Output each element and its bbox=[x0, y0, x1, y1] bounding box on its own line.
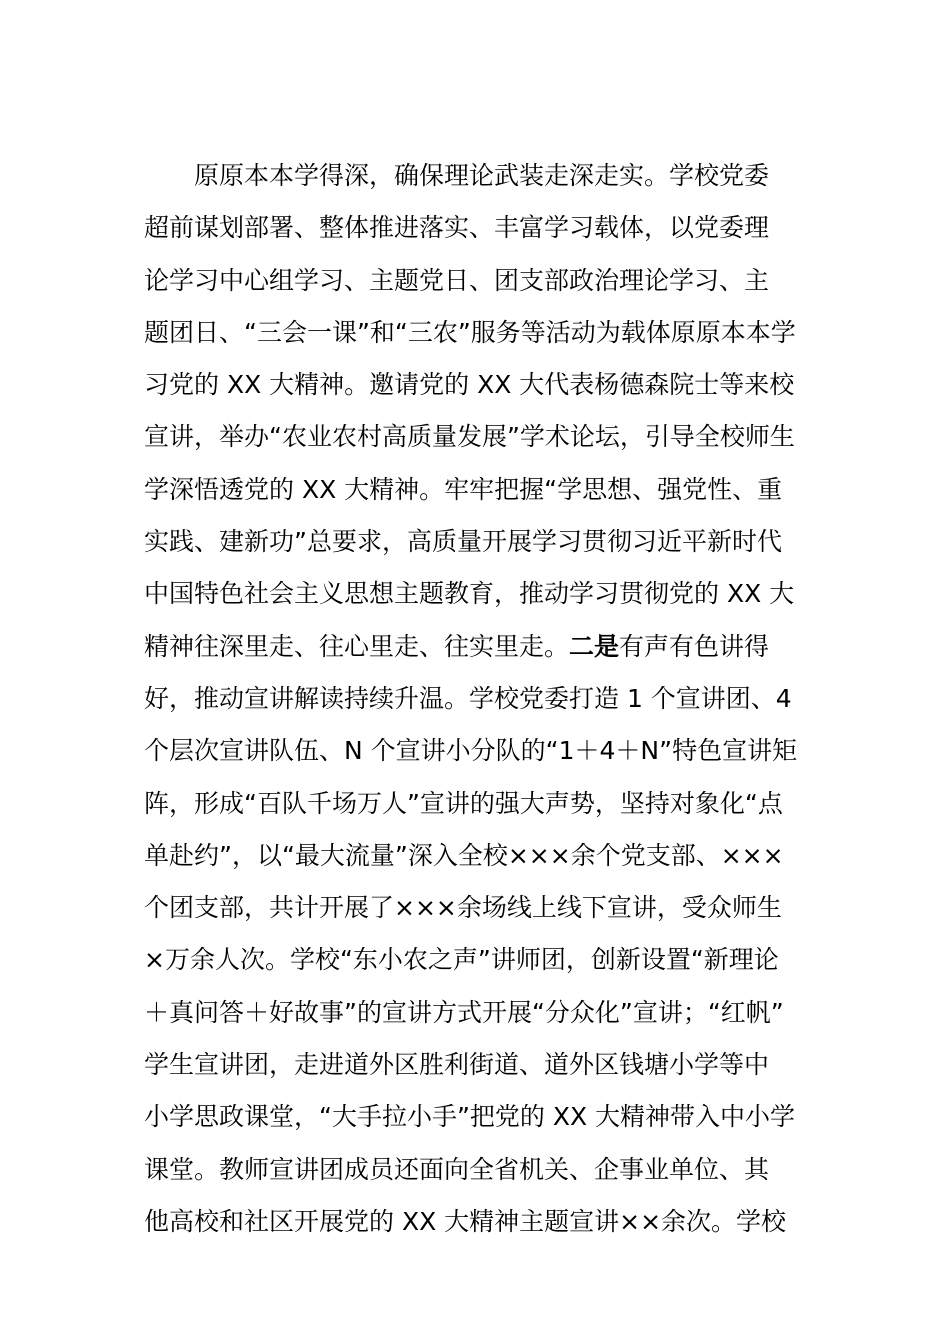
text-segment: 精神往深里走、往心里走、往实里走。 bbox=[144, 631, 570, 661]
text-segment: 有声有色讲得 bbox=[619, 631, 770, 661]
text-line: 实践、建新功”总要求，高质量开展学习贯彻习近平新时代 bbox=[144, 527, 782, 557]
body-paragraph bbox=[144, 150, 816, 1248]
text-line: 单赴约”，以“最大流量”深入全校×××余个党支部、××× bbox=[144, 840, 784, 870]
text-line: 超前谋划部署、整体推进落实、丰富学习载体，以党委理 bbox=[144, 213, 770, 243]
text-line: ＋真问答＋好故事”的宣讲方式开展“分众化”宣讲；“红帆” bbox=[144, 997, 784, 1027]
text-line: 学生宣讲团，走进道外区胜利街道、道外区钱塘小学等中 bbox=[144, 1050, 770, 1080]
text-line: 宣讲，举办“农业农村高质量发展”学术论坛，引导全校师生 bbox=[144, 422, 795, 452]
text-line: 课堂。教师宣讲团成员还面向全省机关、企事业单位、其 bbox=[144, 1154, 770, 1184]
text-line bbox=[144, 621, 816, 673]
text-line: 论学习中心组学习、主题党日、团支部政治理论学习、主 bbox=[144, 265, 770, 295]
text-line: 原原本本学得深，确保理论武装走深走实。学校党委 bbox=[194, 161, 770, 190]
text-line: 阵，形成“百队千场万人”宣讲的强大声势，坚持对象化“点 bbox=[144, 788, 783, 818]
text-line: 习党的 XX 大精神。邀请党的 XX 大代表杨德森院士等来校 bbox=[144, 370, 795, 400]
text-line: 个团支部，共计开展了×××余场线上线下宣讲，受众师生 bbox=[144, 893, 782, 923]
emphasis-label: 二是 bbox=[569, 631, 620, 661]
text-line: 个层次宣讲队伍、N 个宣讲小分队的“1＋4＋N”特色宣讲矩 bbox=[144, 736, 798, 766]
text-line: 中国特色社会主义思想主题教育，推动学习贯彻党的 XX 大 bbox=[144, 579, 795, 609]
text-line: 好，推动宣讲解读持续升温。学校党委打造 1 个宣讲团、4 bbox=[144, 683, 792, 713]
text-line: 他高校和社区开展党的 XX 大精神主题宣讲××余次。学校 bbox=[144, 1206, 787, 1236]
text-line: 小学思政课堂，“大手拉小手”把党的 XX 大精神带入中小学 bbox=[144, 1102, 796, 1132]
text-line: 学深悟透党的 XX 大精神。牢牢把握“学思想、强党性、重 bbox=[144, 474, 783, 504]
text-line: 题团日、“三会一课”和“三农”服务等活动为载体原原本本学 bbox=[144, 317, 796, 347]
text-line: ×万余人次。学校“东小农之声”讲师团，创新设置“新理论 bbox=[144, 945, 779, 975]
